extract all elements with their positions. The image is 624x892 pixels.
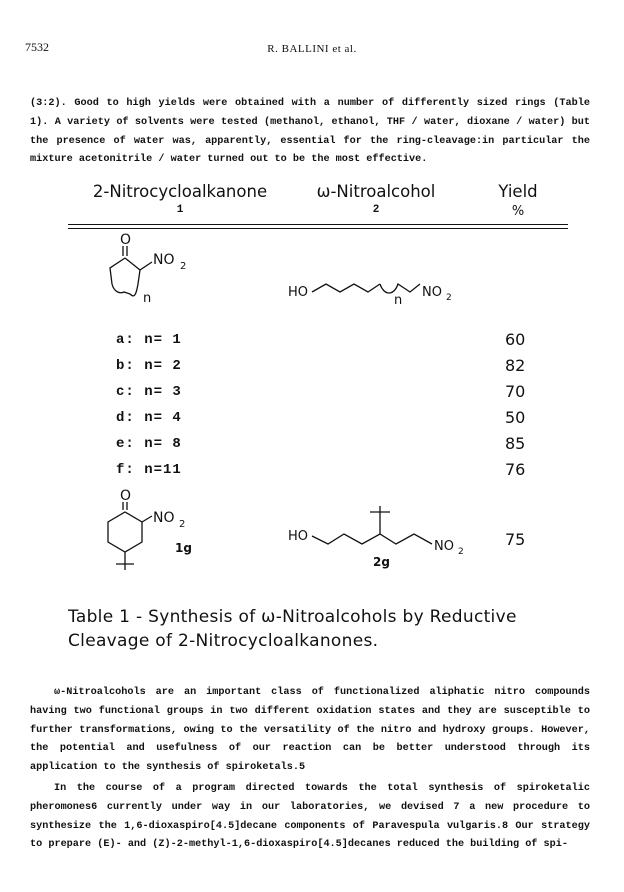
row-label-b: b: n= 2 (116, 358, 182, 374)
compound-1g-no2-subscript: 2 (179, 519, 186, 530)
row-label-f: f: n=11 (116, 462, 182, 478)
row-yield-f: 76 (505, 460, 526, 479)
row-label-d: d: n= 4 (116, 410, 182, 426)
running-head: R. BALLINI et al. (267, 43, 357, 55)
alcohol-bracket (380, 284, 420, 293)
compound-2g-chain (312, 534, 432, 544)
compound-2g-no2: NO (434, 539, 454, 554)
compound-g-structures-drawing (80, 482, 560, 582)
compound-1g-oxygen: O (120, 488, 132, 504)
compound-1g-label: 1g (175, 541, 192, 555)
column-header-nitroalcohol: ω-Nitroalcohol (316, 182, 436, 201)
column-number-1: 1 (176, 204, 184, 216)
ketone-no2: NO (153, 252, 175, 268)
column-header-yield: Yield (498, 182, 538, 201)
ketone-oxygen: O (120, 232, 132, 248)
alcohol-ho: HO (288, 285, 309, 300)
table-rule-top (68, 224, 568, 225)
alcohol-chain (312, 284, 380, 292)
intro-paragraph: (3:2). Good to high yields were obtained with a number of differently sized rings (Table 1). A variety of solvents were tested (methanol, ethanol, THF / water, dioxane / water) but the presence of water was, apparently, essential for the ring-cleavage:in particular the mixture acetonitrile / water turned out to be the most effective. (30, 98, 590, 166)
row-yield-g: 75 (505, 530, 526, 549)
row-yield-c: 70 (505, 382, 526, 401)
row-yield-e: 85 (505, 434, 526, 453)
body-paragraph-1: ω-Nitroalcohols are an important class of functionalized aliphatic nitro compounds having two functional groups in two different oxidation states and they are susceptible to further transformations, owing to the versatility of the nitro and hydroxy groups. However, the potential and usefulness of our reaction can be better understood through its application to the synthesis of spiroketals.5 (30, 687, 590, 774)
body-paragraph-2: In the course of a program directed towards the total synthesis of spiroketalic pheromones6 currently under way in our laboratories, we devised 7 a new procedure to synthesize the 1,6-dioxaspiro[4.5]decane components of Paravespula vulgaris.8 Our strategy to prepare (E)- and (Z)-2-methyl-1,6-dioxaspiro[4.5]decanes reduced the building of spi- (30, 783, 590, 851)
row-label-e: e: n= 8 (116, 436, 182, 452)
column-yield-unit: % (511, 204, 525, 219)
generic-structures-drawing (80, 226, 560, 326)
table-caption: Table 1 - Synthesis of ω-Nitroalcohols by Reductive Cleavage of 2-Nitrocycloalkanones. (68, 607, 517, 651)
compound-2g-label: 2g (373, 555, 390, 569)
alcohol-no2: NO (422, 285, 442, 300)
alcohol-no2-subscript: 2 (446, 293, 452, 303)
cycloalkanone-structure (110, 246, 152, 296)
row-label-a: a: n= 1 (116, 332, 182, 348)
row-yield-b: 82 (505, 356, 526, 375)
column-number-2: 2 (372, 204, 380, 216)
row-label-c: c: n= 3 (116, 384, 182, 400)
ketone-n-index: n (143, 291, 152, 306)
page-number: 7532 (25, 40, 49, 54)
row-yield-a: 60 (505, 330, 526, 349)
column-header-nitrocycloalkanone: 2-Nitrocycloalkanone (92, 182, 268, 201)
row-yield-d: 50 (505, 408, 526, 427)
compound-2g-ho: HO (288, 529, 309, 544)
cyclohexanone-1g-structure (108, 502, 152, 570)
compound-2g-no2-subscript: 2 (458, 547, 464, 557)
compound-1g-no2: NO (153, 510, 175, 526)
alcohol-n-index: n (394, 293, 403, 308)
ketone-no2-subscript: 2 (180, 261, 187, 272)
